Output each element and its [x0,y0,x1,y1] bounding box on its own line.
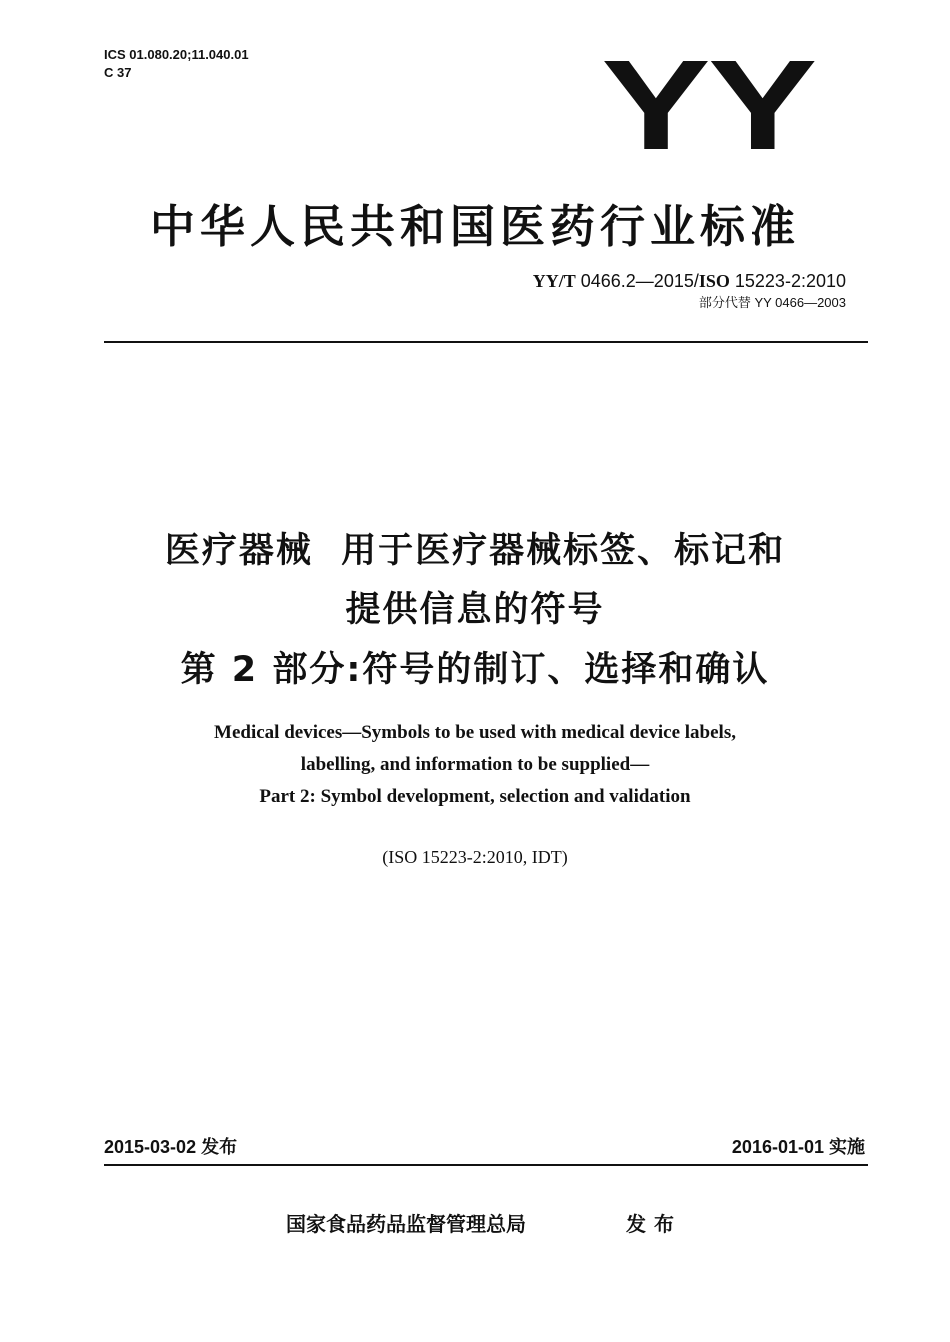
english-title-line-2: labelling, and information to be supplied— [300,754,650,775]
english-title-line-1: Medical devices—Symbols to be used with medical device labels, [214,722,736,743]
publisher-name: 国家食品药品监督管理总局 [286,1212,526,1236]
issue-date: 2015-03-02 发布 [104,1137,238,1157]
footer-divider [104,1164,868,1166]
chinese-title-line-2: 提供信息的符号 [345,590,605,630]
ccs-code: C 37 [104,65,132,80]
standard-iso-prefix: ISO [698,271,730,291]
ics-code: ICS 01.080.20;11.040.01 [104,47,249,62]
publish-label: 发布 [626,1212,682,1236]
standard-number [533,270,846,292]
chinese-title-line-1: 医疗器械 用于医疗器械标签、标记和 [164,531,786,571]
standard-number-prefix: YY/T [532,271,576,291]
organization-title: 中华人民共和国医药行业标准 [149,200,800,253]
header-divider [104,341,868,343]
standard-iso-number: 15223-2:2010 [729,271,846,291]
standard-number-main: 0466.2—2015/ [575,271,699,291]
ics-classification [104,46,249,82]
english-title-line-3: Part 2: Symbol development, selection and validation [259,786,691,807]
replaces-note: 部分代替 YY 0466—2003 [698,295,846,310]
yy-logo: YY [601,34,815,177]
effective-date: 2016-01-01 实施 [731,1137,865,1157]
chinese-title-line-3: 第 2 部分:符号的制订、选择和确认 [180,650,770,690]
iso-equivalence: (ISO 15223-2:2010, IDT) [382,847,568,867]
